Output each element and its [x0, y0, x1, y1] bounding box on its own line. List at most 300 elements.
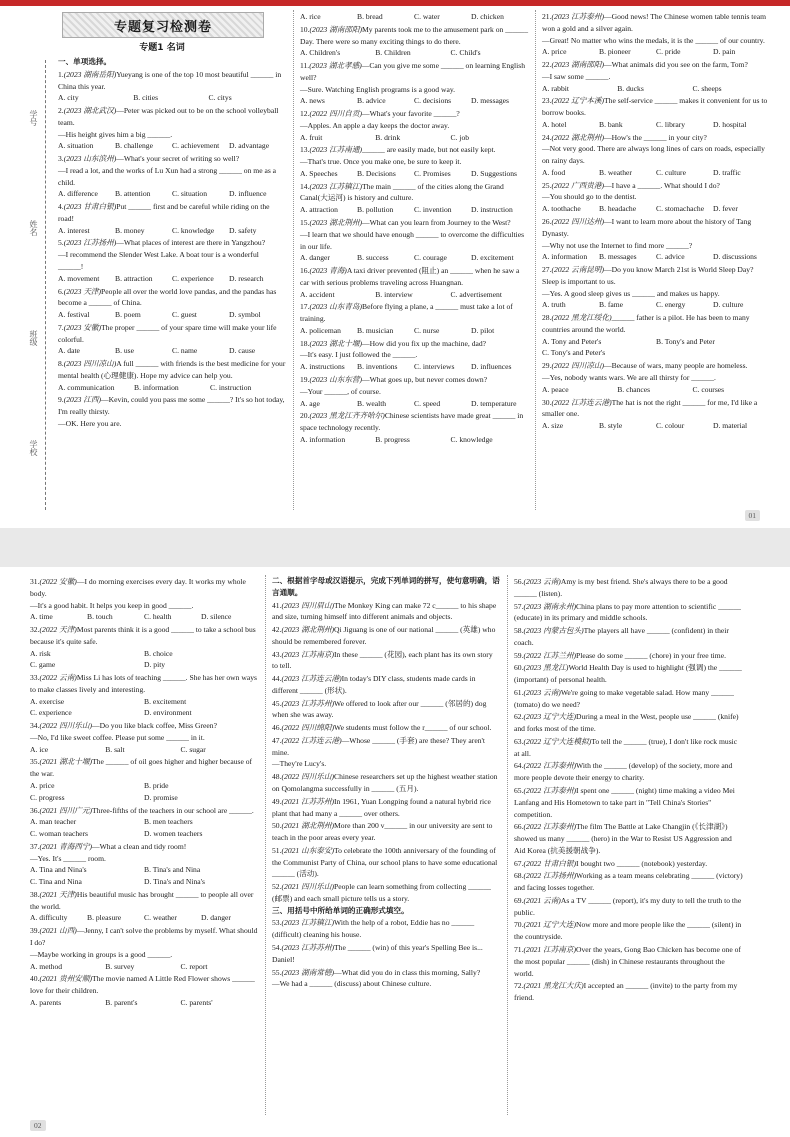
answer-option: B. pollution: [357, 205, 394, 215]
question-stem: [542, 11, 770, 35]
option-row: [58, 345, 286, 357]
question-stem: [514, 980, 744, 1004]
question-text: —Good news! The Chinese women table tennis team won a gold and a silver again.: [542, 12, 767, 33]
question-item: [272, 881, 500, 905]
question-stem: [514, 711, 744, 735]
question-number: 69.: [514, 895, 524, 905]
question-item: [514, 650, 744, 662]
question-text: —I have a ______. What should I do?: [604, 180, 720, 190]
question-number: 57.: [514, 601, 524, 611]
answer-option: A. information: [300, 434, 346, 444]
question-text: I bought two ______ (notebook) yesterday.: [576, 858, 708, 868]
question-stem: [514, 919, 744, 943]
question-number: 8.: [58, 359, 64, 369]
answer-option: C. speed: [414, 398, 441, 408]
question-number: 32.: [30, 625, 40, 635]
answer-option: B. survey: [105, 961, 135, 971]
question-text: I accepted an ______ (invite) to the party from my friend.: [514, 981, 738, 1003]
question-text: A taxi driver prevented (阻止) an ______ when he saw a car with serious problems traveling across Huangnan.: [300, 266, 520, 287]
question-text: Now more and more people like the ______ (silent) in the countryside.: [514, 920, 742, 942]
question-number: 4.: [58, 202, 64, 212]
answer-option: A. risk: [30, 648, 51, 658]
question-dialogue-line: —Yes. A good sleep gives us ______ and makes us happy.: [542, 288, 720, 298]
question-text: We offered to look after our ______ (邻居的) dog when she was away.: [272, 698, 487, 720]
question-number: 60.: [514, 663, 524, 673]
option-row: [30, 912, 258, 924]
option-row: [542, 251, 770, 263]
question-source: (2023 湖南永州): [523, 601, 577, 611]
question-number: 72.: [514, 981, 524, 991]
page-title: 专题复习检测卷: [62, 12, 264, 38]
question-number: 34.: [30, 721, 40, 731]
question-stem: [58, 237, 286, 249]
answer-option: C. energy: [656, 300, 686, 310]
question-item: [272, 771, 500, 795]
answer-option: A. rabbit: [542, 83, 569, 93]
question-dialogue-line: —I read a lot, and the works of Lu Xun had a strong ______ on me as a child.: [58, 165, 277, 187]
question-source: (2022 四川乐山): [39, 721, 93, 731]
question-item: [272, 796, 500, 820]
margin-label-id: 学号: [29, 110, 38, 126]
option-row: [30, 707, 258, 719]
question-text: As a TV ______ (report), it's my duty to tell the truth to the public.: [514, 895, 742, 917]
question-item: [300, 301, 528, 336]
option-row: [300, 204, 528, 216]
question-number: 64.: [514, 761, 524, 771]
question-number: 54.: [272, 942, 282, 952]
answer-option: B. money: [115, 225, 145, 235]
question-item: [58, 237, 286, 284]
question-item: [30, 720, 258, 755]
page-subtitle: 专题1 名词: [139, 43, 185, 53]
answer-option: A. news: [300, 96, 325, 106]
answer-option: B. Decisions: [357, 168, 396, 178]
question-source: (2022 辽宁大连模拟): [523, 736, 592, 746]
question-stem: [58, 105, 286, 129]
question-text: The film The Battle at Lake Changjin (《长津湖》) showed us many ______ (hero) in the War to Resist US Aggression and Aid Korea (抗美援朝战争).: [514, 822, 732, 855]
question-text: Amy is my best friend. She's always there to be a good ______ (listen).: [514, 577, 728, 598]
answer-option: C. nurse: [414, 325, 440, 335]
question-source: (2023 湖北荆州): [281, 625, 335, 635]
option-row: [542, 203, 770, 215]
question-text: Qi Jiguang is one of our national ______ (英雄) who should be remembered forever.: [272, 625, 496, 646]
question-item: [272, 649, 500, 673]
question-source: (2021 江苏南京): [523, 944, 577, 954]
question-source: (2023 湖北武汉): [63, 106, 117, 116]
answer-option: B. Children: [375, 48, 411, 58]
page-number: 02: [30, 1120, 46, 1131]
question-text: —What animals did you see on the farm, Tom?: [604, 60, 748, 70]
answer-option: A. difference: [58, 189, 98, 199]
question-stem: [30, 841, 258, 853]
column-3: [514, 575, 744, 1004]
question-number: 25.: [542, 180, 552, 190]
answer-option: D. environment: [144, 708, 192, 718]
question-number: 16.: [300, 266, 310, 276]
option-row: [30, 864, 258, 876]
answer-option: A. age: [300, 398, 320, 408]
answer-option: C. woman teachers: [30, 829, 88, 839]
question-source: (2021 青海西宁): [39, 841, 93, 851]
question-number: 30.: [542, 397, 552, 407]
option-row: [58, 188, 286, 200]
question-source: (2023 江苏镇江): [281, 918, 335, 928]
question-item: [58, 105, 286, 152]
question-item: [58, 394, 286, 429]
question-item: [514, 601, 744, 625]
question-item: [30, 973, 258, 1008]
question-source: (2022 江苏泰州): [523, 761, 577, 771]
answer-option: B. bank: [599, 119, 623, 129]
question-item: [300, 24, 528, 59]
question-stem: [542, 264, 770, 288]
question-source: (2023 山东东营): [309, 374, 363, 384]
answer-option: B. attraction: [115, 273, 153, 283]
answer-option: D. danger: [201, 913, 231, 923]
answer-option: D. chicken: [471, 12, 504, 21]
question-item: [514, 980, 744, 1004]
answer-option: D. safety: [229, 225, 257, 235]
question-source: (2023 内蒙古包头): [523, 626, 584, 636]
question-source: (2023 湖南常德): [281, 967, 335, 977]
question-item: [542, 180, 770, 215]
question-source: (2023 四川眉山): [281, 600, 335, 610]
question-number: 61.: [514, 687, 524, 697]
question-stem: [272, 942, 500, 966]
question-item: [542, 264, 770, 311]
question-item: [514, 760, 744, 784]
question-stem: [30, 973, 258, 997]
answer-option: B. success: [357, 253, 389, 263]
question-number: 53.: [272, 918, 282, 928]
option-row: [542, 347, 770, 359]
worksheet-page-2: [0, 567, 790, 1137]
answer-option: A. Tony and Peter's: [542, 336, 602, 346]
column-2: [300, 10, 528, 446]
question-source: (2023 山东滨州): [63, 154, 117, 164]
question-dialogue-line: —No, I'd like sweet coffee. Please put some ______ in it.: [30, 732, 205, 742]
question-number: 59.: [514, 650, 524, 660]
question-stem: [272, 649, 500, 673]
question-text: In these ______ (花园), each plant has its own story to tell.: [272, 649, 493, 671]
answer-option: C. report: [180, 961, 208, 971]
answer-option: C. sugar: [180, 744, 206, 754]
question-number: 15.: [300, 218, 310, 228]
question-stem: [300, 181, 528, 205]
answer-option: C. invention: [414, 205, 452, 215]
question-source: (2022 安徽): [39, 577, 77, 586]
answer-option: C. situation: [172, 189, 208, 199]
question-text: The self-service ______ makes it convenient for us to borrow books.: [542, 96, 768, 118]
question-item: [542, 312, 770, 359]
question-item: [514, 625, 744, 649]
question-dialogue-line: —Why not use the Internet to find more ______?: [542, 240, 693, 250]
answer-option: C. sheeps: [692, 83, 722, 93]
question-item: [514, 870, 744, 894]
question-stem: [272, 735, 500, 759]
question-source: (2022 云南): [39, 673, 77, 683]
question-item: [58, 286, 286, 321]
question-dialogue-line: —Yes, nobody wants wars. We are all thirsty for ______.: [542, 372, 716, 382]
option-row: [30, 648, 258, 660]
question-text: —What did you do in class this morning, Sally?: [334, 967, 481, 977]
question-text: My parents took me to the amusement park on ______ Day. There were so many exciting things to do there.: [300, 24, 529, 46]
question-item: [58, 201, 286, 236]
column-divider: [265, 575, 266, 1115]
question-number: 37.: [30, 841, 40, 851]
answer-option: C. Promises: [414, 168, 451, 178]
option-row: [58, 309, 286, 321]
answer-option: C. advice: [656, 252, 685, 262]
question-item: [272, 698, 500, 722]
question-source: (2022 江苏连云港): [551, 397, 612, 407]
option-row: [300, 11, 528, 23]
question-stem: [542, 180, 770, 192]
answer-option: B. parent's: [105, 997, 138, 1007]
question-number: 66.: [514, 822, 524, 832]
question-number: 6.: [58, 286, 64, 296]
question-source: (2021 江苏苏州): [281, 796, 335, 806]
question-stem: [514, 601, 744, 625]
question-number: 70.: [514, 920, 524, 930]
answer-option: C. knowledge: [450, 434, 493, 444]
question-item: [30, 672, 258, 719]
answer-option: D. traffic: [713, 167, 741, 177]
answer-option: A. rice: [300, 12, 321, 21]
option-row: [300, 252, 528, 264]
question-stem: [300, 410, 528, 434]
question-stem: [58, 394, 286, 418]
question-source: (2021 四川广元): [39, 805, 93, 815]
answer-option: D. discussions: [713, 252, 757, 262]
question-number: 13.: [300, 145, 310, 155]
question-stem: [542, 397, 770, 421]
question-text: Yueyang is one of the top 10 most beautiful ______ in China this year.: [58, 69, 282, 91]
answer-option: C. library: [656, 119, 686, 129]
answer-option: B. drink: [375, 132, 401, 142]
question-number: 46.: [272, 723, 282, 733]
question-stem: [272, 820, 500, 844]
question-source: (2023 云南): [523, 687, 561, 697]
answer-option: C. parents': [180, 997, 213, 1007]
question-stem: [514, 858, 744, 870]
answer-option: B. attention: [115, 189, 151, 199]
question-source: (2022 四川绵阳): [281, 723, 335, 733]
question-stem: [514, 736, 744, 760]
answer-option: B. Tina's and Nina: [144, 865, 201, 875]
answer-option: A. date: [58, 346, 80, 356]
question-text: I spent one ______ (night) time making a video Mei Lanfang and His Hometown to take part in "Tell China's Stories" competition.: [514, 786, 735, 819]
question-item: [542, 11, 770, 58]
answer-option: C. Child's: [450, 48, 481, 58]
question-source: (2023 湖南邵阳): [309, 24, 363, 34]
question-item: [30, 576, 258, 623]
question-source: (2023 江苏扬州): [63, 238, 117, 248]
question-source: (2021 天津): [39, 889, 77, 899]
question-text: The Monkey King can make 72 c______ to his shape and size, turning himself into different animals and objects.: [272, 600, 497, 622]
question-number: 41.: [272, 600, 282, 610]
option-row: [58, 225, 286, 237]
answer-option: D. Tina's and Nina's: [144, 877, 205, 887]
answer-option: C. progress: [30, 792, 65, 802]
question-stem: [58, 286, 286, 310]
option-row: [30, 792, 258, 804]
question-number: 50.: [272, 821, 282, 831]
question-number: 43.: [272, 649, 282, 659]
answer-option: B. pleasure: [87, 913, 122, 923]
option-row: [30, 961, 258, 973]
question-source: (2023 四川凉山): [63, 359, 117, 369]
question-item: [514, 662, 744, 686]
question-number: 1.: [58, 69, 64, 79]
question-source: (2023 湖北十堰): [309, 338, 363, 348]
question-number: 62.: [514, 712, 524, 722]
question-source: (2021 山东泰安): [281, 845, 335, 855]
question-stem: [272, 967, 500, 979]
question-stem: [514, 650, 744, 662]
column-divider: [535, 10, 536, 510]
question-text: The movie named A Little Red Flower shows ______ love for their children.: [30, 974, 255, 996]
option-row: [300, 361, 528, 373]
question-number: 20.: [300, 411, 310, 421]
answer-option: A. instructions: [300, 362, 345, 372]
answer-option: A. truth: [542, 300, 566, 310]
question-stem: [272, 917, 500, 941]
question-source: (2023 江苏泰州): [551, 12, 605, 21]
question-stem: [58, 69, 286, 93]
question-dialogue-line: —OK. Here you are.: [58, 418, 122, 428]
question-stem: [30, 925, 258, 949]
question-item: [58, 358, 286, 393]
question-item: [58, 69, 286, 104]
question-text: Over the years, Gong Bao Chicken has become one of the most popular ______ (dish) in Chinese restaurants throughout the world.: [514, 944, 741, 978]
question-text: The ______ (win) of this year's Spelling Bee is... Daniel!: [272, 942, 483, 964]
question-dialogue-line: —It's a good habit. It helps you keep in good ______.: [30, 600, 194, 610]
question-source: (2023 江苏镇江): [309, 181, 363, 191]
answer-option: D. pity: [144, 660, 166, 670]
question-text: The main ______ of the cities along the Grand Canal(大运河) is history and culture.: [300, 181, 504, 203]
question-number: 48.: [272, 772, 282, 782]
question-number: 65.: [514, 786, 524, 796]
question-item: [514, 944, 744, 979]
question-source: (2021 四川乐山): [281, 882, 335, 892]
question-source: (2022 天津): [39, 625, 77, 635]
question-number: 38.: [30, 889, 40, 899]
question-stem: [30, 576, 258, 600]
question-stem: [300, 144, 528, 156]
question-number: 52.: [272, 882, 282, 892]
question-number: 55.: [272, 967, 282, 977]
answer-option: B. ducks: [617, 83, 644, 93]
question-item: [300, 11, 528, 23]
option-row: [542, 420, 770, 432]
answer-option: A. toothache: [542, 204, 581, 214]
question-source: (2023 江苏南京): [281, 649, 335, 659]
question-text: To celebrate the 100th anniversary of the founding of the Communist Party of China, our school plans to have some educational ______ (活动).: [272, 845, 498, 879]
question-number: 12.: [300, 109, 310, 119]
question-number: 22.: [542, 60, 552, 70]
question-source: (2022 江苏泰州): [523, 786, 577, 796]
answer-option: D. hospital: [713, 119, 747, 129]
answer-option: D. fever: [713, 204, 738, 214]
question-source: (2022 云南昆明): [551, 265, 605, 275]
question-text: —Do you like black coffee, Miss Green?: [92, 721, 217, 731]
question-text: Chinese scientists have made great ______ in space technology recently.: [300, 411, 524, 433]
answer-option: A. situation: [58, 141, 94, 151]
question-stem: [58, 322, 286, 346]
question-source: (2023 江西): [63, 395, 102, 405]
question-item: [300, 60, 528, 107]
question-item: [514, 576, 744, 600]
question-stem: [272, 771, 500, 795]
answer-option: D. promise: [144, 792, 178, 802]
question-text: His beautiful music has brought ______ to people all over the world.: [30, 889, 254, 911]
answer-option: B. cities: [133, 93, 159, 103]
question-item: [542, 397, 770, 432]
answer-option: B. musician: [357, 325, 394, 335]
question-text: —What's your secret of writing so well?: [116, 154, 240, 164]
question-stem: [30, 672, 258, 696]
option-row: [30, 780, 258, 792]
answer-option: C. achievement: [172, 141, 220, 151]
question-item: [272, 967, 500, 991]
option-row: [300, 168, 528, 180]
question-number: 29.: [542, 361, 552, 371]
column-divider: [507, 575, 508, 1115]
answer-option: B. wealth: [357, 398, 387, 408]
question-text: —Peter was picked out to be on the school volleyball team.: [58, 106, 279, 127]
question-source: (2023 湖北孝感): [309, 61, 362, 71]
question-stem: [272, 796, 500, 820]
question-source: (2023 湖南岳阳): [63, 69, 117, 79]
answer-option: D. culture: [713, 300, 744, 310]
answer-option: B. excitement: [144, 696, 187, 706]
question-number: 42.: [272, 625, 282, 635]
answer-option: D. material: [713, 421, 748, 431]
question-source: (2022 广西贵港): [551, 180, 605, 190]
question-item: [514, 736, 744, 760]
question-number: 5.: [58, 238, 64, 248]
question-item: [300, 144, 528, 179]
question-item: [272, 917, 500, 941]
option-row: [542, 167, 770, 179]
question-item: [542, 132, 770, 179]
question-dialogue-line: —That's true. Once you make one, be sure to keep it.: [300, 157, 462, 167]
answer-option: C. weather: [144, 913, 177, 923]
question-stem: [30, 805, 258, 817]
question-dialogue-line: —You should go to the dentist.: [542, 192, 637, 202]
answer-option: C. pride: [656, 47, 681, 57]
question-stem: [58, 201, 286, 225]
question-stem: [300, 338, 528, 350]
question-text: Working as a team means celebrating ______ (victory) and facing losses together.: [514, 871, 743, 893]
question-stem: [272, 600, 500, 624]
question-stem: [514, 662, 744, 686]
answer-option: B. progress: [375, 434, 410, 444]
answer-option: B. interview: [375, 289, 413, 299]
question-stem: [300, 108, 528, 120]
question-item: [300, 217, 528, 264]
question-text: In today's DIY class, students made cards in different ______ (形状).: [272, 674, 476, 695]
answer-option: A. food: [542, 167, 566, 177]
answer-option: C. Tony's and Peter's: [542, 348, 606, 358]
question-stem: [300, 374, 528, 386]
question-item: [300, 265, 528, 300]
question-item: [272, 820, 500, 844]
question-item: [300, 181, 528, 216]
column-divider: [293, 10, 294, 510]
question-number: 7.: [58, 322, 64, 332]
